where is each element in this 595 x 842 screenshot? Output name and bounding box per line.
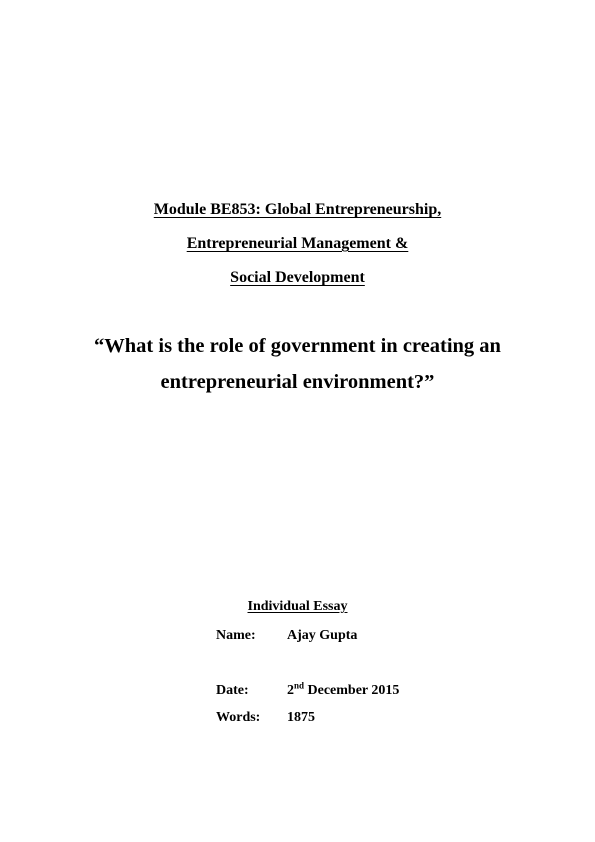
date-label: Date: (216, 683, 249, 698)
essay-question-line-1: “What is the role of government in creating an (94, 335, 501, 357)
name-label: Name: (216, 628, 256, 643)
module-title-text-2: Entrepreneurial Management & (186, 235, 409, 252)
module-title-line-3 (0, 267, 595, 301)
words-label: Words: (216, 710, 261, 725)
module-title (0, 199, 595, 301)
date-day: 2 (287, 683, 294, 698)
module-title-text-1: Module BE853: Global Entrepreneurship, (153, 201, 442, 218)
module-title-text-3: Social Development (230, 269, 365, 286)
module-title-line-1 (0, 199, 595, 233)
date-ordinal-suffix: nd (294, 680, 305, 691)
module-title-line-2 (0, 233, 595, 267)
essay-type-heading (0, 598, 595, 616)
essay-type-text: Individual Essay (247, 599, 348, 614)
date-value (287, 680, 400, 698)
words-row (216, 709, 315, 727)
essay-question-line-2: entrepreneurial environment?” (160, 371, 435, 393)
name-value: Ajay Gupta (287, 628, 358, 643)
date-row (216, 682, 399, 700)
essay-question (0, 332, 595, 404)
date-month-year: December 2015 (304, 683, 400, 698)
words-value: 1875 (287, 710, 315, 725)
name-row (216, 627, 357, 645)
